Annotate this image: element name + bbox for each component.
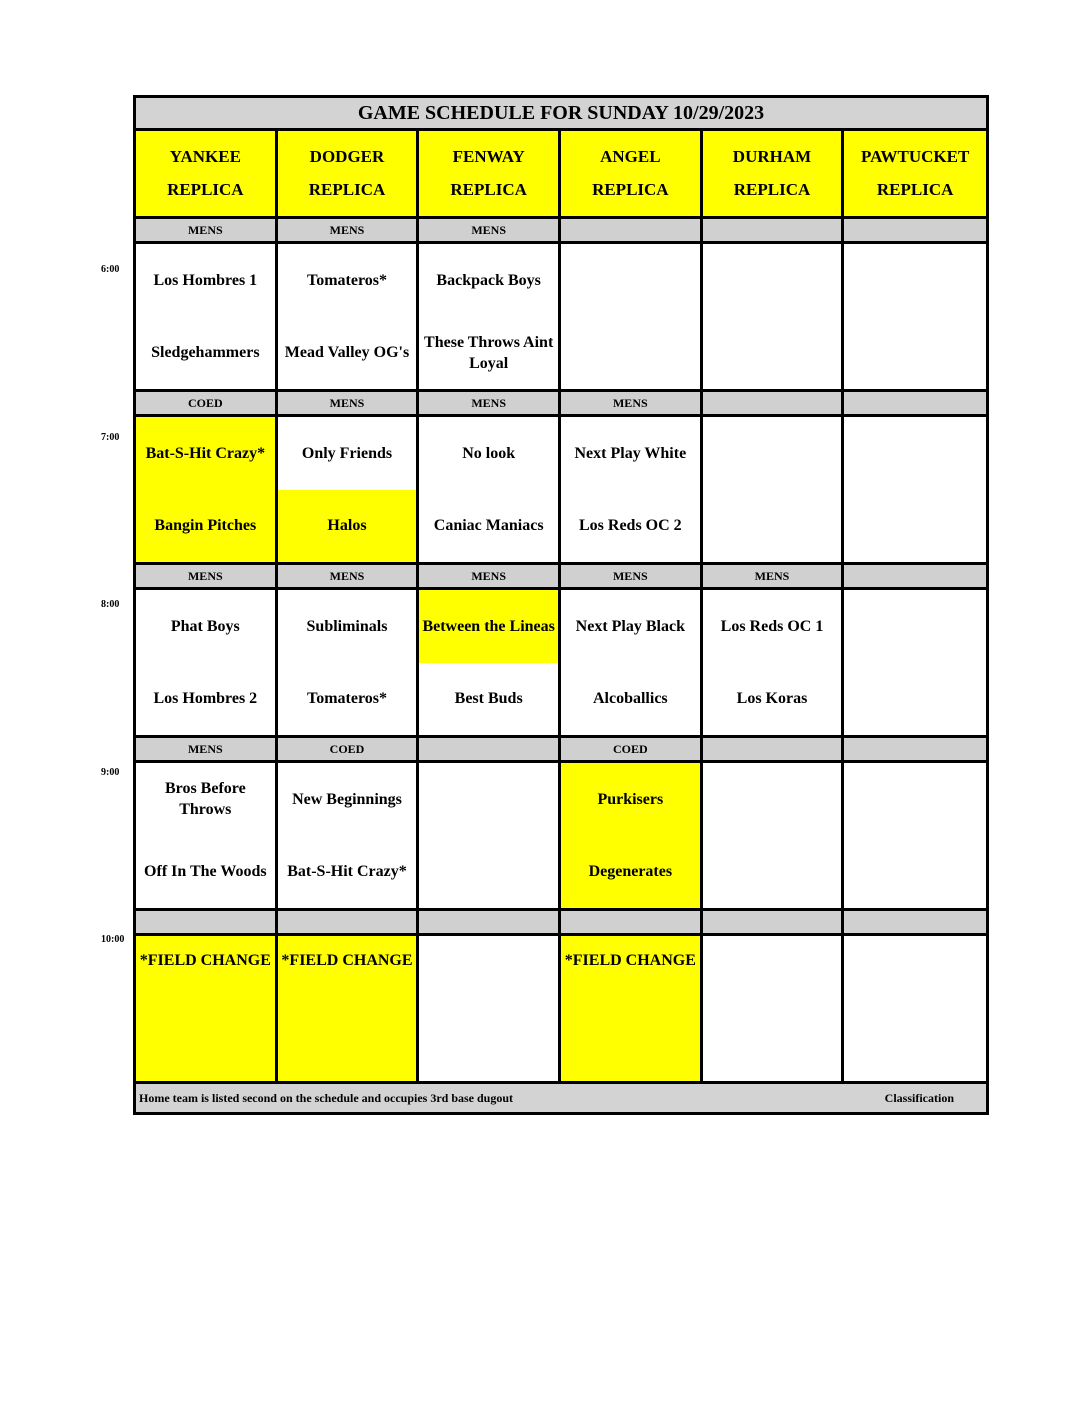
- away-team: Next Play Black: [575, 617, 685, 635]
- classification-cell: MENS: [703, 565, 845, 587]
- game-cell: [703, 244, 845, 389]
- classification-cell: [419, 738, 561, 760]
- home-team: [844, 490, 986, 563]
- home-team: These Throws Aint Loyal: [424, 333, 554, 372]
- footer-row: [136, 1084, 986, 1112]
- classification-cell: [703, 738, 845, 760]
- game-cell: [136, 763, 278, 908]
- classification-cell: COED: [278, 738, 420, 760]
- classification-cell: [561, 219, 703, 241]
- classification-row: [136, 738, 986, 763]
- classification-cell: MENS: [278, 565, 420, 587]
- time-label: 10:00: [101, 934, 125, 945]
- field-header-fenway: [419, 131, 561, 216]
- home-team: Mead Valley OG's: [284, 344, 410, 362]
- game-cell: [419, 590, 561, 735]
- home-team: Bangin Pitches: [136, 490, 275, 563]
- classification-cell: COED: [136, 392, 278, 414]
- field-name: DURHAM: [732, 147, 812, 166]
- field-header-dodger: [278, 131, 420, 216]
- field-header-angel: [561, 131, 703, 216]
- classification-cell: MENS: [136, 738, 278, 760]
- game-row: [136, 936, 986, 1084]
- game-row: [136, 244, 986, 392]
- time-label: 7:00: [101, 432, 120, 443]
- home-team-note: Home team is listed second on the schedule and occupies 3rd base dugout: [139, 1091, 514, 1105]
- field-header-row: [136, 131, 986, 219]
- away-team: [844, 244, 986, 317]
- home-team: Los Koras: [736, 690, 808, 708]
- away-team: Phat Boys: [170, 617, 240, 635]
- game-cell: [419, 417, 561, 562]
- classification-cell: MENS: [136, 565, 278, 587]
- home-team: Caniac Maniacs: [433, 517, 544, 535]
- classification-cell: [844, 392, 986, 414]
- classification-row: [136, 392, 986, 417]
- home-team: Los Hombres 2: [153, 690, 258, 708]
- game-cell: [278, 244, 420, 389]
- classification-label: Classification: [884, 1091, 954, 1105]
- away-team: Backpack Boys: [436, 271, 541, 289]
- game-cell: [419, 244, 561, 389]
- home-team: Off In The Woods: [144, 863, 267, 881]
- classification-cell: [844, 911, 986, 933]
- game-cell: [561, 417, 703, 562]
- away-team: Tomateros*: [306, 271, 387, 289]
- field-header-durham: [703, 131, 845, 216]
- classification-cell: [844, 738, 986, 760]
- home-team: [844, 663, 986, 736]
- away-team: Bat-S-Hit Crazy*: [136, 417, 275, 490]
- game-cell: [561, 244, 703, 389]
- away-team: Bros Before Throws: [164, 780, 246, 819]
- home-team: Degenerates: [561, 836, 700, 909]
- classification-cell: MENS: [278, 219, 420, 241]
- game-cell: [703, 936, 845, 1081]
- game-cell: [136, 590, 278, 735]
- classification-cell: MENS: [419, 219, 561, 241]
- away-team: No look: [462, 444, 516, 462]
- field-sub: REPLICA: [876, 180, 954, 199]
- field-sub: REPLICA: [450, 180, 527, 199]
- field-name: FENWAY: [452, 147, 525, 166]
- game-cell: [419, 936, 561, 1081]
- classification-row: [136, 911, 986, 936]
- game-cell: [844, 417, 986, 562]
- field-sub: REPLICA: [308, 180, 386, 199]
- time-label: 9:00: [101, 767, 120, 778]
- field-change-note: *FIELD CHANGE: [278, 936, 420, 1081]
- classification-row: [136, 565, 986, 590]
- classification-cell: MENS: [561, 392, 703, 414]
- home-team: [844, 317, 986, 390]
- home-team: Best Buds: [454, 690, 523, 708]
- away-team: [844, 763, 986, 836]
- away-team: [419, 763, 558, 836]
- home-team: [703, 836, 842, 909]
- away-team: Only Friends: [301, 444, 393, 462]
- schedule-title: GAME SCHEDULE FOR SUNDAY 10/29/2023: [136, 98, 986, 131]
- away-team: [844, 590, 986, 663]
- classification-cell: [419, 911, 561, 933]
- classification-cell: [278, 911, 420, 933]
- home-team: [703, 317, 842, 390]
- game-cell: [703, 590, 845, 735]
- classification-cell: MENS: [419, 565, 561, 587]
- home-team: [419, 836, 558, 909]
- field-sub: REPLICA: [167, 180, 244, 199]
- game-cell: [844, 936, 986, 1081]
- away-team: [703, 417, 842, 490]
- classification-cell: [844, 565, 986, 587]
- home-team: [561, 317, 700, 390]
- away-team: [844, 417, 986, 490]
- home-team: [844, 836, 986, 909]
- game-cell: [419, 763, 561, 908]
- game-row: [136, 590, 986, 738]
- field-header-yankee: [136, 131, 278, 216]
- classification-row: [136, 219, 986, 244]
- away-team: Between the Lineas: [419, 590, 558, 663]
- away-team: Los Hombres 1: [153, 271, 258, 289]
- game-cell: [844, 244, 986, 389]
- field-header-pawtucket: [844, 131, 986, 216]
- field-name: YANKEE: [169, 147, 241, 166]
- away-team: New Beginnings: [292, 790, 402, 808]
- home-team: Sledgehammers: [151, 344, 260, 362]
- game-cell: [561, 590, 703, 735]
- time-label: 8:00: [101, 599, 120, 610]
- classification-cell: COED: [561, 738, 703, 760]
- game-row: [136, 763, 986, 911]
- field-sub: REPLICA: [592, 180, 669, 199]
- home-team: Halos: [278, 490, 417, 563]
- game-cell: [703, 763, 845, 908]
- field-name: ANGEL: [600, 147, 661, 166]
- classification-cell: [844, 219, 986, 241]
- away-team: Subliminals: [306, 617, 388, 635]
- field-name: PAWTUCKET: [861, 147, 970, 166]
- game-cell: [278, 417, 420, 562]
- game-cell: [844, 763, 986, 908]
- classification-cell: [703, 219, 845, 241]
- field-sub: REPLICA: [733, 180, 811, 199]
- game-cell: [703, 417, 845, 562]
- away-team: [561, 244, 700, 317]
- classification-cell: MENS: [136, 219, 278, 241]
- field-change-note: *FIELD CHANGE: [136, 936, 278, 1081]
- game-cell: [278, 590, 420, 735]
- away-team: [703, 244, 842, 317]
- away-team: Purkisers: [561, 763, 700, 836]
- away-team: [703, 763, 842, 836]
- game-cell: [136, 417, 278, 562]
- home-team: Alcoballics: [592, 690, 668, 708]
- home-team: [703, 490, 842, 563]
- game-cell: [136, 244, 278, 389]
- classification-cell: MENS: [419, 392, 561, 414]
- classification-cell: [703, 911, 845, 933]
- classification-cell: [136, 911, 278, 933]
- classification-cell: MENS: [561, 565, 703, 587]
- game-row: [136, 417, 986, 565]
- game-cell: [844, 590, 986, 735]
- classification-cell: MENS: [278, 392, 420, 414]
- away-team: Next Play White: [574, 444, 687, 462]
- classification-cell: [703, 392, 845, 414]
- away-team: Los Reds OC 1: [720, 617, 824, 635]
- game-cell: [278, 763, 420, 908]
- home-team: Los Reds OC 2: [578, 517, 682, 535]
- home-team: Tomateros*: [306, 690, 387, 708]
- time-label: 6:00: [101, 264, 120, 275]
- home-team: Bat-S-Hit Crazy*: [287, 863, 407, 881]
- schedule-table: [133, 95, 989, 1115]
- classification-cell: [561, 911, 703, 933]
- field-change-note: *FIELD CHANGE: [561, 936, 703, 1081]
- field-name: DODGER: [309, 147, 385, 166]
- game-cell: [561, 763, 703, 908]
